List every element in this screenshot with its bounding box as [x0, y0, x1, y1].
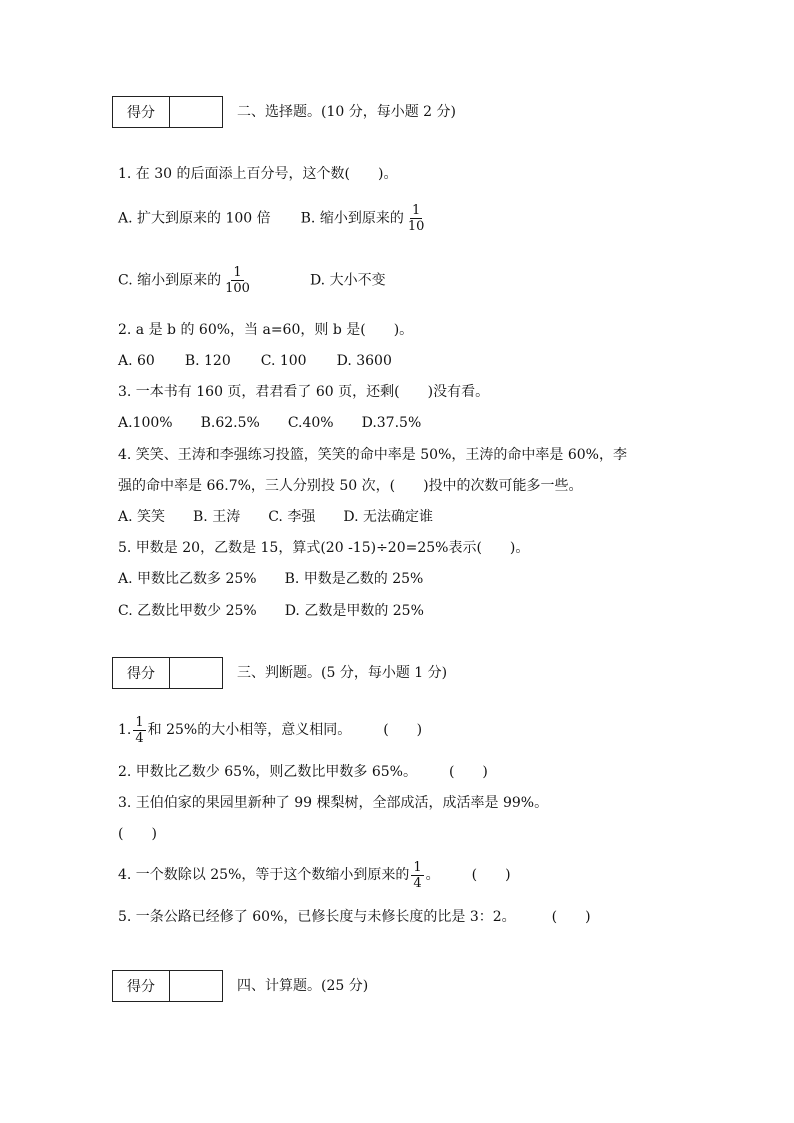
fraction-numerator: 1 — [411, 203, 421, 218]
question-body: 和 25%的大小相等，意义相同。 — [147, 722, 352, 738]
option-b: B.62.5% — [200, 415, 260, 431]
question-options — [118, 265, 386, 296]
question-text — [118, 907, 591, 927]
option-b: B. 120 — [184, 353, 231, 369]
score-value-cell[interactable] — [170, 971, 222, 1001]
option-d: D. 3600 — [336, 353, 392, 369]
score-label: 得分 — [113, 971, 170, 1001]
punctuation: 。 — [425, 867, 440, 883]
option-b: B. 甲数是乙数的 25% — [284, 571, 424, 587]
option-c: C. 缩小到原来的 — [118, 272, 222, 289]
score-value-cell[interactable] — [170, 658, 222, 688]
score-box-sec3 — [112, 657, 223, 689]
question-options — [118, 203, 428, 234]
question-text: 1. 在 30 的后面添上百分号，这个数( )。 — [118, 166, 398, 182]
section-title-calc: 四、计算题。(25 分) — [237, 978, 369, 994]
option-c: C.40% — [287, 415, 334, 431]
score-label: 得分 — [113, 658, 170, 688]
option-d: D. 大小不变 — [309, 272, 386, 289]
question-text: 3. 王伯伯家的果园里新种了 99 棵梨树，全部成活，成活率是 99%。 — [118, 795, 549, 811]
question-text: 强的命中率是 66.7%，三人分别投 50 次，( )投中的次数可能多一些。 — [118, 478, 583, 494]
answer-parentheses[interactable]: ( ) — [448, 764, 488, 780]
option-b: B. 缩小到原来的 — [300, 210, 404, 227]
question-text: 2. a 是 b 的 60%，当 a=60，则 b 是( )。 — [118, 322, 414, 338]
fraction — [406, 203, 427, 234]
answer-parentheses[interactable]: ( ) — [383, 722, 423, 738]
option-c: C. 乙数比甲数少 25% — [118, 603, 257, 619]
fraction-numerator: 1 — [413, 859, 422, 875]
fraction-denominator: 100 — [225, 281, 250, 296]
section-title-judge: 三、判断题。(5 分，每小题 1 分) — [237, 665, 448, 681]
question-number: 1. — [118, 722, 132, 738]
option-c: C. 李强 — [268, 509, 316, 525]
question-text: 3. 一本书有 160 页，君君看了 60 页，还剩( )没有看。 — [118, 384, 490, 400]
question-text — [118, 762, 488, 782]
answer-parentheses[interactable]: ( ) — [118, 826, 157, 842]
fraction-numerator: 1 — [233, 265, 242, 280]
option-d: D. 乙数是甲数的 25% — [284, 603, 424, 619]
question-text — [118, 713, 422, 747]
score-label: 得分 — [113, 97, 170, 127]
question-options — [118, 569, 423, 589]
question-body: 4. 一个数除以 25%，等于这个数缩小到原来的 — [118, 867, 410, 883]
fraction-denominator: 4 — [413, 875, 422, 891]
question-text: 4. 笑笑、王涛和李强练习投篮，笑笑的命中率是 50%，王涛的命中率是 60%，李 — [118, 447, 627, 463]
fraction-denominator: 4 — [135, 730, 144, 746]
question-text — [118, 858, 511, 892]
fraction — [223, 265, 252, 296]
question-body: 2. 甲数比乙数少 65%，则乙数比甲数多 65%。 — [118, 764, 417, 780]
option-b: B. 王涛 — [193, 509, 241, 525]
fraction-numerator: 1 — [135, 714, 144, 730]
option-c: C. 100 — [260, 353, 307, 369]
option-a: A. 60 — [118, 353, 155, 369]
option-a: A. 甲数比乙数多 25% — [118, 571, 257, 587]
question-body: 5. 一条公路已经修了 60%，已修长度与未修长度的比是 3：2。 — [118, 909, 516, 925]
answer-parentheses[interactable]: ( ) — [471, 867, 511, 883]
fraction-denominator: 10 — [407, 219, 425, 234]
question-options — [118, 351, 392, 371]
question-options — [118, 507, 433, 527]
question-options — [118, 413, 421, 433]
answer-parentheses[interactable]: ( ) — [551, 909, 591, 925]
score-value-cell[interactable] — [170, 97, 222, 127]
fraction — [411, 860, 423, 891]
question-options — [118, 601, 424, 621]
question-text: 5. 甲数是 20，乙数是 15，算式(20 -15)÷20=25%表示( )。 — [118, 540, 530, 556]
option-d: D. 无法确定谁 — [343, 509, 433, 525]
score-box-sec4 — [112, 970, 223, 1002]
fraction — [133, 715, 145, 746]
option-d: D.37.5% — [361, 415, 422, 431]
section-title-choice: 二、选择题。(10 分，每小题 2 分) — [237, 104, 456, 120]
option-a: A.100% — [118, 415, 173, 431]
option-a: A. 扩大到原来的 100 倍 — [118, 210, 271, 227]
option-a: A. 笑笑 — [118, 509, 166, 525]
score-box-sec2 — [112, 96, 223, 128]
